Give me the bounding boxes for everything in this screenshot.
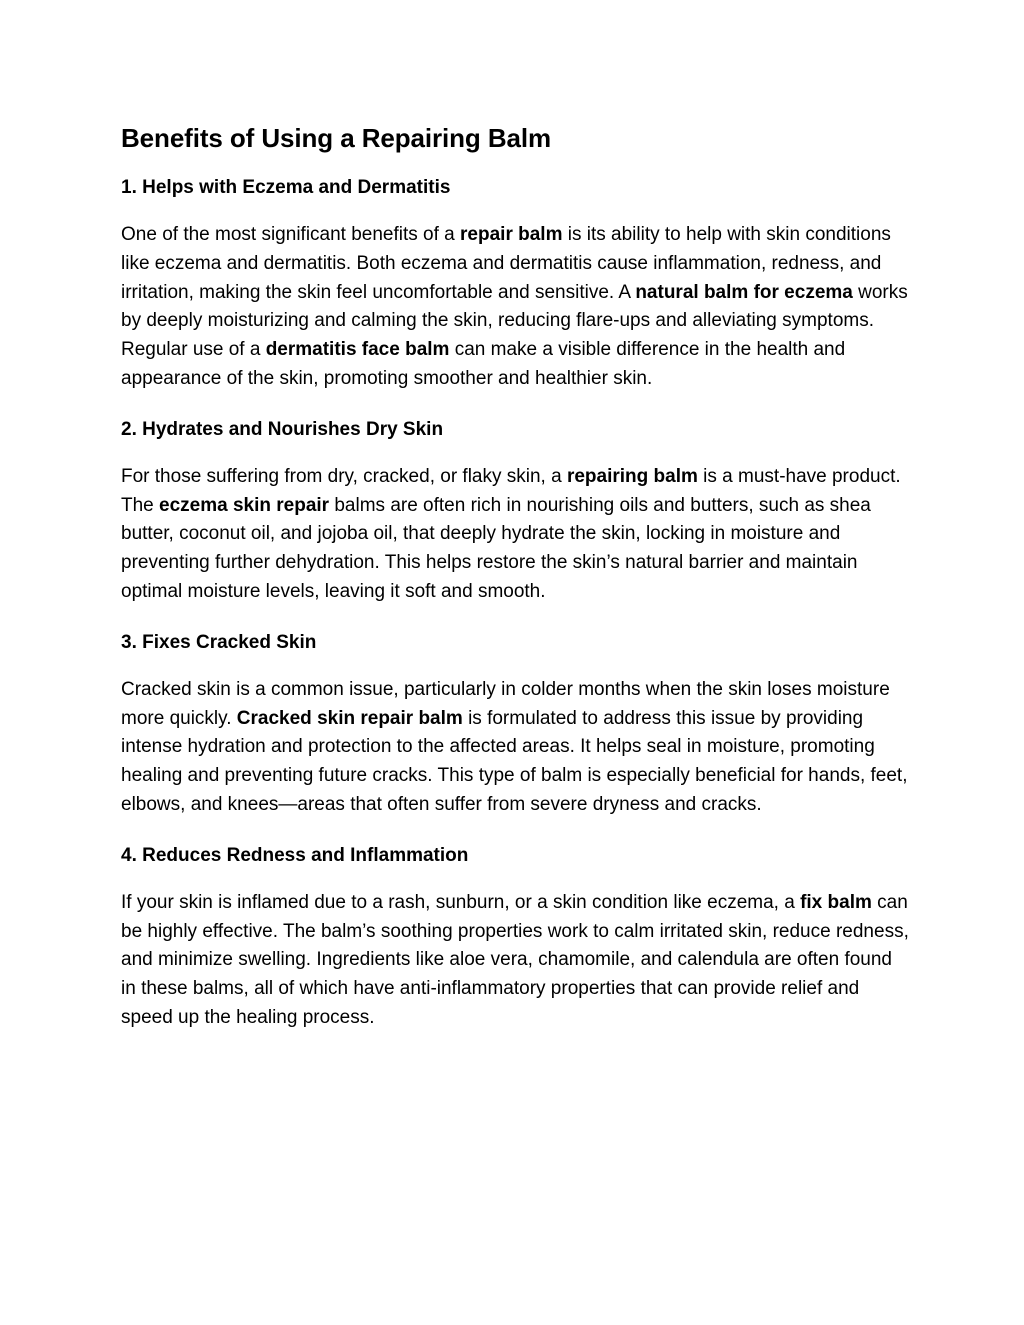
text-run: For those suffering from dry, cracked, or flaky skin, a (121, 465, 567, 487)
bold-keyword: natural balm for eczema (635, 281, 853, 303)
text-run: works by deeply moisturizing and calming the skin, reducing flare-ups and alleviating symptoms. Regular use of a (121, 281, 908, 361)
bold-keyword: dermatitis face balm (265, 339, 450, 361)
bold-keyword: repairing balm (566, 465, 698, 487)
text-run: balms are often rich in nourishing oils and butters, such as shea butter, coconut oil, and jojoba oil, that deeply hydrate the skin, locking in moisture and preventing further dehydration. This helps restore the skin’s natural barrier and maintain optimal moisture levels, leaving it soft and smooth. (121, 494, 871, 602)
text-run: can be highly effective. The balm’s soothing properties work to calm irritated skin, reduce redness, and minimize swelling. Ingredients like aloe vera, chamomile, and calendula are often found in these balms, all of which have anti-inflammatory properties that can provide relief and speed up the healing process. (121, 891, 909, 1028)
text-run: One of the most significant benefits of a (121, 224, 461, 245)
text-run: is formulated to address this issue by providing intense hydration and protection to the affected areas. It helps seal in moisture, promoting healing and preventing future cracks. This type of balm is especially beneficial for hands, feet, elbows, and knees—areas that often suffer from severe dryness and cracks. (121, 707, 908, 815)
section-paragraph-cracked-skin (121, 676, 911, 820)
text-run: is a must-have product. The (121, 465, 901, 516)
text-run: If your skin is inflamed due to a rash, sunburn, or a skin condition like eczema, a (121, 891, 801, 913)
section-paragraph-redness-inflammation (121, 889, 911, 1033)
document-title: Benefits of Using a Repairing Balm (121, 123, 552, 153)
bold-keyword: Cracked skin repair balm (236, 707, 463, 729)
section-heading-eczema-dermatitis: 1. Helps with Eczema and Dermatitis (121, 177, 451, 198)
bold-keyword: eczema skin repair (159, 494, 330, 516)
text-run: can make a visible difference in the health and appearance of the skin, promoting smoother and healthier skin. (121, 339, 846, 389)
text-run: is its ability to help with skin conditions like eczema and dermatitis. Both eczema and dermatitis cause inflammation, redness, and irritation, making the skin feel uncomfortable and sensitive. A (121, 224, 891, 303)
bold-keyword: fix balm (800, 891, 872, 913)
text-run: Cracked skin is a common issue, particularly in colder months when the skin loses moisture more quickly. (121, 678, 890, 729)
bold-keyword: repair balm (460, 224, 563, 245)
section-paragraph-dry-skin (121, 463, 911, 607)
section-heading-dry-skin: 2. Hydrates and Nourishes Dry Skin (121, 418, 444, 440)
document-page (121, 118, 911, 1033)
section-paragraph-eczema-dermatitis (121, 221, 911, 394)
section-heading-cracked-skin: 3. Fixes Cracked Skin (121, 631, 317, 653)
section-heading-redness-inflammation: 4. Reduces Redness and Inflammation (121, 844, 469, 866)
